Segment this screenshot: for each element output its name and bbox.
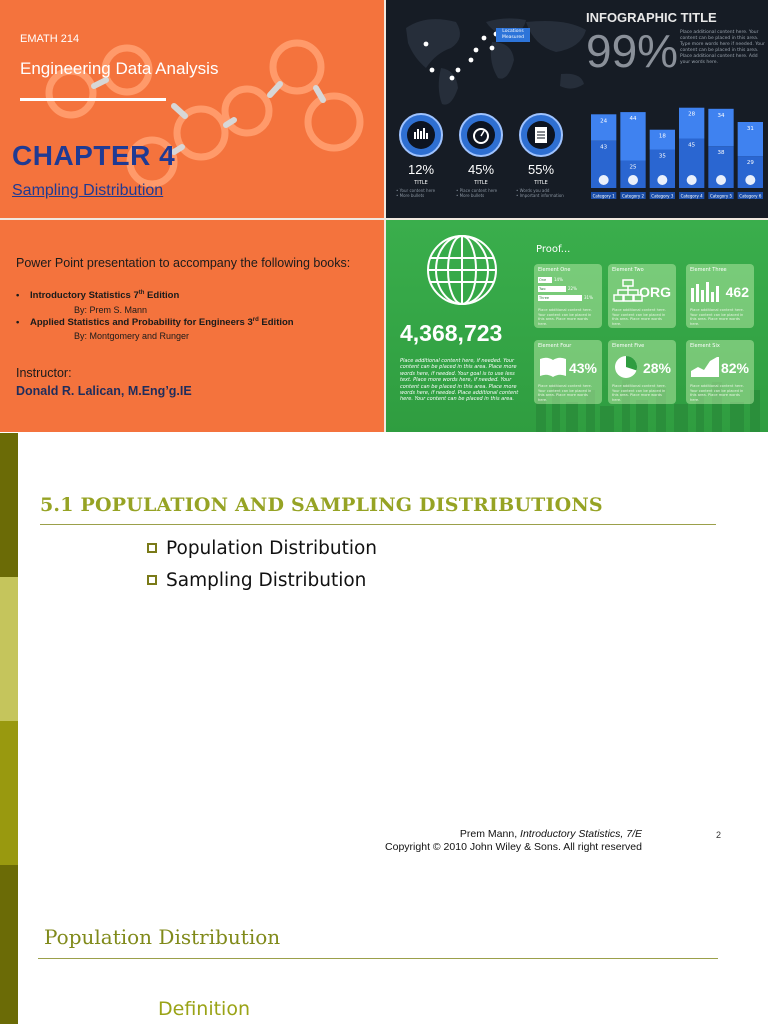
bullet-1-text: Population Distribution: [166, 538, 378, 559]
bar-lower-label-2: 25: [629, 164, 637, 171]
slide-2-page-number: 2: [716, 830, 722, 840]
slide-2-credit: [360, 828, 642, 854]
bar-lower-label-4: 45: [688, 142, 696, 149]
book-icon: [628, 175, 638, 185]
cloud-icon: [657, 175, 667, 185]
books-slide: [0, 220, 384, 432]
credit-line-1: [360, 828, 642, 841]
sidebar-block-dark-2: [0, 865, 18, 1024]
bar-upper-label-6: 31: [746, 126, 754, 132]
circle-stat-a: [396, 112, 444, 198]
definition-heading: Definition: [158, 998, 251, 1020]
chapter-subtitle: Sampling Distribution: [12, 182, 164, 199]
bar-upper-label-3: 18: [658, 133, 666, 140]
slide-2-title: 5.1 POPULATION AND SAMPLING DISTRIBUTIONS: [40, 494, 603, 516]
circle-a-label: TITLE: [414, 180, 428, 186]
green-big-number: 4,368,723: [400, 320, 503, 346]
tile-4-label: Element Four: [538, 343, 572, 349]
sidebar-block-mid: [0, 721, 18, 865]
bullet-2-text: Sampling Distribution: [166, 570, 367, 591]
books-intro: Power Point presentation to accompany the following books:: [16, 256, 351, 270]
element-tile-4: [534, 340, 602, 404]
category-label-4: Category 4: [680, 193, 703, 199]
tile-3-label: Element Three: [690, 267, 727, 273]
credit-line-2: Copyright © 2010 John Wiley & Sons. All right reserved: [385, 841, 642, 853]
tile-5-footer: Place additional content here. Your content can be placed in this area. Place more words here.: [612, 384, 666, 402]
book-1-title-rest: Edition: [144, 290, 180, 302]
tile-6-footer: Place additional content here. Your content can be placed in this area. Place more words here.: [690, 384, 744, 402]
slide-3-title-rule: [38, 958, 718, 959]
bar-lower-label-1: 43: [600, 144, 608, 151]
bar-one-label: One: [538, 277, 552, 283]
category-label-6: Category 6: [739, 193, 762, 199]
infographic-title: INFOGRAPHIC TITLE: [586, 10, 717, 25]
bar-two-label: Two: [538, 286, 566, 292]
world-map-graphic: [396, 8, 596, 118]
grid-divider-vertical: [384, 0, 386, 432]
course-code: EMATH 214: [20, 33, 80, 45]
element-tile-1: [534, 264, 602, 328]
infographic-slide: [386, 0, 768, 218]
slide-3-title: Population Distribution: [44, 925, 281, 949]
bar-upper-label-5: 34: [717, 112, 725, 119]
book-item-2: • Applied Statistics and Probability for Engineers 3rd Edition: [16, 317, 294, 329]
element-one-bars: [538, 276, 596, 301]
circle-stat-c: [516, 112, 564, 198]
square-bullet-icon: [147, 543, 157, 553]
green-body-text: Place additional content here, if needed. Your content can be placed in this area. Place more words here, if needed. Your goal is to use less text. Place more words here, if needed. Your content can be placed in this area. Place more words here, if needed. Place additional content here. Your content can be placed in this area.: [400, 358, 519, 403]
instructor-label: Instructor:: [16, 366, 72, 380]
tile-5-value: 28%: [642, 360, 671, 376]
bullet-sampling-distribution: [147, 570, 366, 591]
bullet-population-distribution: [147, 538, 377, 559]
bar-chart-icon: [398, 112, 444, 158]
tile-6-value: 82%: [720, 360, 749, 376]
instructor-name: Donald R. Lalican, M.Eng’g.IE: [16, 384, 192, 398]
bar-lower-label-6: 29: [746, 160, 754, 167]
circle-stat-b: [456, 112, 504, 198]
book-1-title: Introductory Statistics 7: [30, 290, 139, 302]
book-2-title-rest: Edition: [258, 317, 294, 329]
circle-b-bullets: • Place content here • More bullets: [456, 188, 498, 198]
bar-three-label: Three: [538, 295, 582, 301]
id-card-icon: [687, 175, 697, 185]
bar-row-two: [538, 285, 596, 292]
tile-3-value: 462: [725, 284, 749, 300]
element-tile-6: [686, 340, 754, 404]
book-1-author: By: Prem S. Mann: [74, 305, 148, 315]
book-1-sup: th: [138, 290, 145, 296]
tile-1-footer: Place additional content here. Your content can be placed in this area. Place more words here.: [538, 308, 592, 326]
laptop-icon: [745, 175, 755, 185]
area-chart-icon: [690, 355, 720, 379]
element-tile-3: [686, 264, 754, 328]
globe-icon: [422, 230, 502, 310]
tile-4-value: 43%: [568, 360, 597, 376]
bar-upper-label-2: 44: [629, 116, 637, 123]
credit-author: Prem Mann,: [459, 828, 521, 840]
windows-icon: [716, 175, 726, 185]
open-book-icon: [538, 355, 568, 379]
chapter-heading: CHAPTER 4: [12, 140, 176, 171]
tile-1-label: Element One: [538, 267, 571, 273]
bar-upper-label-1: 24: [600, 118, 608, 125]
sidebar-block-dark: [0, 433, 18, 577]
cover-slide: [0, 0, 384, 218]
slide-2-title-rule: [40, 524, 716, 525]
locations-badge: Locations Measured: [496, 28, 530, 42]
category-label-3: Category 3: [651, 193, 674, 199]
tile-3-footer: Place additional content here. Your content can be placed in this area. Place more words here.: [690, 308, 744, 326]
bar-lower-label-3: 35: [658, 153, 666, 160]
bar-three-value: 31%: [584, 295, 593, 300]
bar-row-three: [538, 294, 596, 301]
category-label-5: Category 5: [709, 193, 733, 199]
document-icon: [518, 112, 564, 158]
gauge-icon: [458, 112, 504, 158]
sidebar-block-light: [0, 577, 18, 721]
course-title: Engineering Data Analysis: [20, 59, 219, 78]
circle-c-label: TITLE: [534, 180, 548, 186]
infographic-note: Place additional content here. Your content can be placed in this area. Type more words here if needed. Your content can be placed in this area. Place additional content here. Add your words here.: [680, 30, 765, 65]
globe-icon: [599, 175, 609, 185]
square-bullet-icon: [147, 575, 157, 585]
green-infographic-slide: [386, 220, 768, 432]
circle-a-bullets: • Your content here • More bullets: [396, 188, 436, 198]
tile-4-footer: Place additional content here. Your content can be placed in this area. Place more words here.: [538, 384, 592, 402]
column-chart-icon: [690, 280, 720, 302]
book-2-title: Applied Statistics and Probability for Engineers 3: [30, 317, 253, 329]
book-item-1: • Introductory Statistics 7th Edition: [16, 290, 180, 302]
proof-label: Proof...: [536, 244, 571, 255]
tile-6-label: Element Six: [690, 343, 720, 349]
category-bar-chart: [589, 80, 765, 210]
bar-two-value: 22%: [568, 286, 577, 291]
bar-one-value: 14%: [554, 277, 563, 282]
bar-row-one: [538, 276, 596, 283]
circle-b-label: TITLE: [474, 180, 488, 186]
infographic-big-number: 99%: [586, 25, 679, 77]
bar-upper-label-4: 28: [688, 111, 696, 118]
title-underline: [20, 98, 166, 101]
book-2-author: By: Montgomery and Runger: [74, 331, 190, 341]
bar-lower-label-5: 38: [717, 150, 725, 157]
tile-5-label: Element Five: [612, 343, 645, 349]
element-tile-5: [608, 340, 676, 404]
element-tile-2: [608, 264, 676, 328]
tile-2-value: ORG: [639, 284, 671, 300]
category-label-2: Category 2: [621, 193, 645, 199]
book-2-sup: rd: [252, 317, 259, 323]
circle-b-pct: 45%: [467, 162, 495, 177]
circle-c-bullets: • Words you add • Important information: [516, 188, 564, 198]
category-label-1: Category 1: [592, 193, 615, 199]
credit-book-title: Introductory Statistics, 7/E: [520, 828, 642, 840]
tile-2-label: Element Two: [612, 267, 644, 273]
circle-c-pct: 55%: [527, 162, 555, 177]
pie-chart-icon: [613, 354, 639, 380]
circle-a-pct: 12%: [407, 162, 435, 177]
tile-2-footer: Place additional content here. Your content can be placed in this area. Place more words here.: [612, 308, 666, 326]
